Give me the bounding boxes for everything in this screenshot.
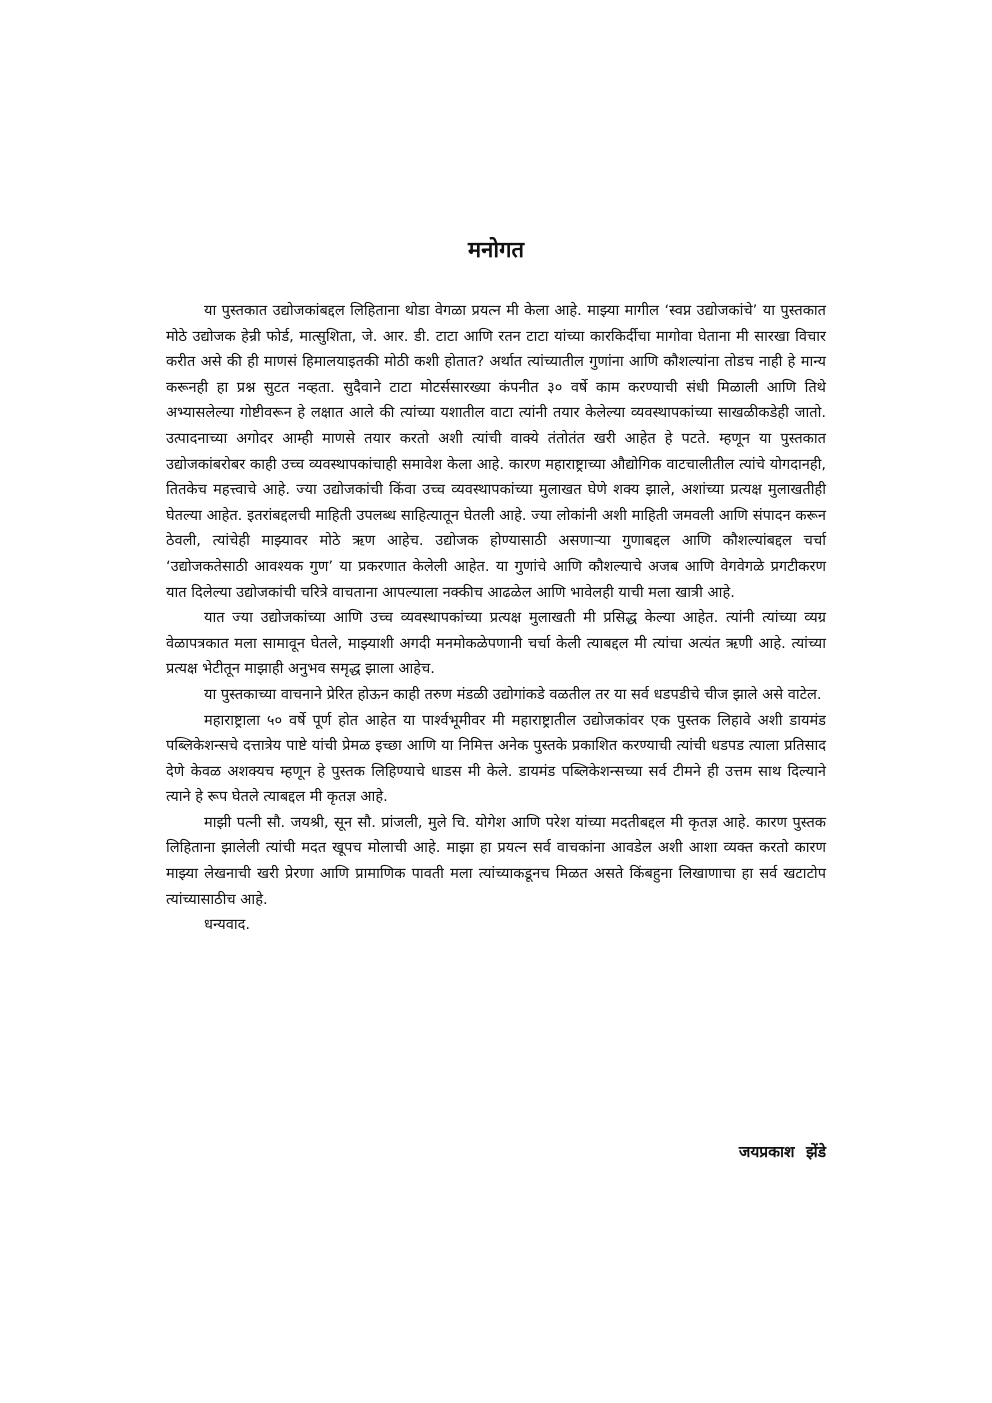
page-title: मनोगत bbox=[468, 238, 524, 263]
author-signature: जयप्रकाश झेंडे bbox=[738, 1143, 826, 1161]
paragraph-family-thanks: माझी पत्नी सौ. जयश्री, सून सौ. प्रांजली, मुले चि. योगेश आणि परेश यांच्या मदतीबद्दल मी कृतज्ञ आहे. कारण पुस्तक लिहिताना झालेली त्यांची मदत खूपच मोलाची आहे. माझा हा प्रयत्न सर्व वाचकांना आवडेल अशी आशा व्यक्त करतो कारण माझ्या लेखनाची खरी प्रेरणा आणि प्रामाणिक पावती मला त्यांच्याकडूनच मिळत असते किंबहुना लिखाणाचा हा सर्व खटाटोप त्यांच्यासाठीच आहे. bbox=[166, 813, 826, 908]
paragraph-intro: या पुस्तकात उद्योजकांबद्दल लिहिताना थोडा वेगळा प्रयत्न मी केला आहे. माझ्या मागील ‘स्वप्न उद्योजकांचे’ या पुस्तकात मोठे उद्योजक हेन्री फोर्ड, मात्सुशिता, जे. आर. डी. टाटा आणि रतन टाटा यांच्या कारकिर्दीचा मागोवा घेताना मी सारखा विचार करीत असे की ही माणसं हिमालयाइतकी मोठी कशी होतात? अर्थात त्यांच्यातील गुणांना आणि कौशल्यांना तोडच नाही हे मान्य करूनही हा प्रश्न सुटत नव्हता. सुदैवाने टाटा मोटर्ससारख्या कंपनीत ३० वर्षे काम करण्याची संधी मिळाली आणि तिथे अभ्यासलेल्या गोष्टीवरून हे लक्षात आले की त्यांच्या यशातील वाटा त्यांनी तयार केलेल्या व्यवस्थापकांच्या साखळीकडेही जातो. उत्पादनाच्या अगोदर आम्ही माणसे तयार करतो अशी त्यांची वाक्ये तंतोतंत खरी आहेत हे पटते. म्हणून या पुस्तकात उद्योजकांबरोबर काही उच्च व्यवस्थापकांचाही समावेश केला आहे. कारण महाराष्ट्राच्या औद्योगिक वाटचालीतील त्यांचे योगदानही, तितकेच महत्त्वाचे आहे. ज्या उद्योजकांची किंवा उच्च व्यवस्थापकांच्या मुलाखत घेणे शक्य झाले, अशांच्या प्रत्यक्ष मुलाखतीही घेतल्या आहेत. इतरांबद्दलची माहिती उपलब्ध साहित्यातून घेतली आहे. ज्या लोकांनी अशी माहिती जमवली आणि संपादन करून ठेवली, त्यांचेही माझ्यावर मोठे ऋण आहेच. उद्योजक होण्यासाठी असणाऱ्या गुणाबद्दल आणि कौशल्यांबद्दल चर्चा ‘उद्योजकतेसाठी आवश्यक गुण’ या प्रकरणात केलेली आहेत. या गुणांचे आणि कौशल्याचे अजब आणि वेगवेगळे प्रगटीकरण यात दिलेल्या उद्योजकांची चरित्रे वाचताना आपल्याला नक्कीच आढळेल आणि भावेलही याची मला खात्री आहे. bbox=[166, 302, 826, 601]
paragraph-inspiration: या पुस्तकाच्या वाचनाने प्रेरित होऊन काही तरुण मंडळी उद्योगांकडे वळतील तर या सर्व धडपडीचे चीज झाले असे वाटेल. bbox=[204, 685, 822, 703]
paragraph-publisher-thanks: महाराष्ट्राला ५० वर्षे पूर्ण होत आहेत या पार्श्वभूमीवर मी महाराष्ट्रातील उद्योजकांवर एक पुस्तक लिहावे अशी डायमंड पब्लिकेशन्सचे दत्तात्रेय पाष्टे यांची प्रेमळ इच्छा आणि या निमित्त अनेक पुस्तके प्रकाशित करण्याची त्यांची धडपड त्याला प्रतिसाद देणे केवळ अशक्यच म्हणून हे पुस्तक लिहिण्याचे धाडस मी केले. डायमंड पब्लिकेशन्सच्या सर्व टीमने ही उत्तम साथ दिल्याने त्याने हे रूप घेतले त्याबद्दल मी कृतज्ञ आहे. bbox=[166, 711, 827, 806]
preface-body bbox=[166, 298, 826, 938]
paragraph-closing: धन्यवाद. bbox=[204, 916, 251, 934]
paragraph-interviews: यात ज्या उद्योजकांच्या आणि उच्च व्यवस्थापकांच्या प्रत्यक्ष मुलाखती मी प्रसिद्ध केल्या आहेत. त्यांनी त्यांच्या व्यग्र वेळापत्रकात मला सामावून घेतले, माझ्याशी अगदी मनमोकळेपणानी चर्चा केली त्याबद्दल मी त्यांचा अत्यंत ऋणी आहे. त्यांच्या प्रत्यक्ष भेटीतून माझाही अनुभव समृद्ध झाला आहेच. bbox=[166, 609, 826, 678]
